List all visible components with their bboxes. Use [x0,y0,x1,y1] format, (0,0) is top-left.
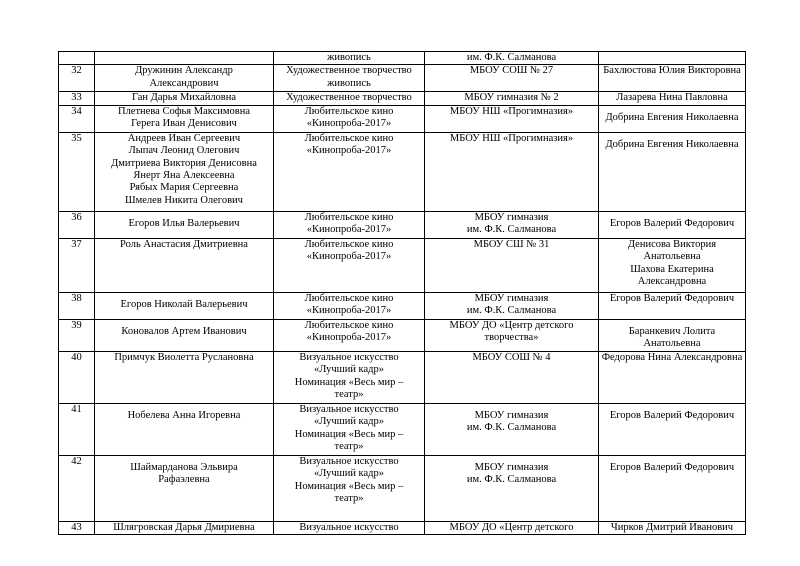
teacher-cell [599,238,746,292]
participant-line: Герега Иван Денисович [131,118,237,130]
table-row [59,319,746,351]
category-cell [274,65,425,92]
category-line: театр» [334,389,364,401]
participant-line: Рябых Мария Сергеевна [129,182,239,194]
row-number-cell: 32 [59,65,95,92]
teacher-cell [599,351,746,403]
table-row [59,52,746,65]
school-line: творчества» [484,332,539,344]
participant-cell [95,238,274,292]
table-body [59,52,746,535]
teacher-cell [599,52,746,65]
table-row [59,65,746,92]
teacher-cell [599,455,746,521]
school-cell [425,238,599,292]
category-cell [274,52,425,65]
participant-cell [95,319,274,351]
school-cell [425,211,599,238]
school-cell [425,92,599,105]
participant-cell [95,351,274,403]
participant-line: Нобелева Анна Игоревна [127,410,241,421]
teacher-line: Егоров Валерий Федорович [609,410,735,421]
table-row [59,521,746,534]
school-line: МБОУ СШ № 31 [473,238,550,250]
category-line: театр» [334,493,364,505]
teacher-line: Александровна [637,276,707,288]
school-line: МБОУ ДО «Центр детского [449,319,574,331]
school-line: МБОУ гимназия № 2 [464,92,559,104]
row-number-cell: 42 [59,455,95,521]
category-cell [274,292,425,319]
category-cell [274,92,425,105]
teacher-line: Шахова Екатерина [630,263,714,275]
teacher-cell [599,319,746,351]
category-line: театр» [334,441,364,453]
category-line: Номинация «Весь мир – [294,428,404,440]
category-line: «Кинопроба-2017» [306,332,392,344]
participant-cell [95,52,274,65]
row-number-cell: 35 [59,132,95,211]
school-line: им. Ф.К. Салманова [466,224,557,236]
school-line: МБОУ гимназия [474,410,549,421]
table-row [59,92,746,105]
school-cell [425,292,599,319]
teacher-line: Анатольевна [643,338,701,350]
school-line: МБОУ гимназия [474,462,549,473]
participant-cell [95,292,274,319]
participant-line: Рафаэлевна [158,474,210,486]
school-line: МБОУ гимназия [474,211,549,223]
category-line: «Кинопроба-2017» [306,305,392,317]
row-number-cell: 40 [59,351,95,403]
school-line: МБОУ СОШ № 4 [472,351,551,363]
teacher-line: Добрина Евгения Николаевна [605,112,739,123]
school-cell [425,52,599,65]
category-cell [274,351,425,403]
school-cell [425,319,599,351]
table-row [59,455,746,521]
teacher-line: Бахлюстова Юлия Викторовна [603,65,741,77]
category-line: живопись [327,77,371,89]
school-cell [425,455,599,521]
school-line: МБОУ гимназия [474,292,549,304]
participant-cell [95,455,274,521]
category-cell [274,238,425,292]
category-line: «Лучший кадр» [313,364,385,376]
category-line: Любительское кино [304,238,394,250]
teacher-line: Егоров Валерий Федорович [609,292,735,304]
category-line: Любительское кино [304,105,394,117]
table-row [59,351,746,403]
row-number-cell: 34 [59,105,95,132]
participant-line: Дмитриева Виктория Денисовна [111,157,257,169]
teacher-cell [599,65,746,92]
category-line: живопись [327,52,371,63]
category-line: «Кинопроба-2017» [306,224,392,236]
school-line: им. Ф.К. Салманова [466,305,557,317]
participant-cell [95,92,274,105]
school-line: МБОУ НШ «Прогимназия» [449,132,574,144]
participant-cell [95,65,274,92]
teacher-cell [599,211,746,238]
school-cell [425,521,599,534]
category-line: «Кинопроба-2017» [306,251,392,263]
participant-line: Янерт Яна Алексеевна [133,170,235,182]
category-line: Любительское кино [304,132,394,144]
school-line: им. Ф.К. Салманова [466,422,557,434]
category-cell [274,132,425,211]
teacher-line: Федорова Нина Александровна [601,351,743,363]
teacher-line: Баранкевич Лолита [628,326,716,337]
school-cell [425,351,599,403]
teacher-line: Егоров Валерий Федорович [609,218,735,229]
row-number-cell: 38 [59,292,95,319]
participant-cell [95,403,274,455]
category-line: Художественное творчество [286,65,412,77]
school-cell [425,132,599,211]
category-line: Любительское кино [304,211,394,223]
row-number-cell [59,52,95,65]
table-row [59,292,746,319]
participant-cell [95,211,274,238]
participant-line: Шаймарданова Эльвира [130,462,238,473]
participant-cell [95,132,274,211]
participant-line: Егоров Николай Валерьевич [120,299,248,310]
row-number-cell: 39 [59,319,95,351]
school-line: МБОУ СОШ № 27 [469,65,554,77]
category-cell [274,105,425,132]
participant-line: Шмелев Никита Олегович [125,194,243,206]
school-cell [425,403,599,455]
table-row [59,238,746,292]
category-line: Любительское кино [304,292,394,304]
table-row [59,105,746,132]
teacher-line: Денисова Виктория [627,238,717,250]
participant-line: Коновалов Артем Иванович [121,326,247,337]
category-line: Художественное творчество [286,92,412,104]
participant-line: Примчук Виолетта Руслановна [114,351,254,363]
table-row [59,403,746,455]
teacher-cell [599,92,746,105]
category-line: Визуальное искусство [299,403,399,415]
category-line: Номинация «Весь мир – [294,376,404,388]
participant-line: Ган Дарья Михайловна [131,92,237,104]
row-number-cell: 43 [59,521,95,534]
school-line: МБОУ НШ «Прогимназия» [449,105,574,117]
school-cell [425,65,599,92]
school-line: им. Ф.К. Салманова [466,52,557,63]
category-cell [274,211,425,238]
row-number-cell: 41 [59,403,95,455]
participant-line: Александрович [149,77,219,89]
category-line: Визуальное искусство [299,521,399,533]
table-row [59,211,746,238]
school-line: МБОУ ДО «Центр детского [449,521,574,533]
teacher-line: Анатольевна [643,251,701,263]
category-cell [274,319,425,351]
participant-line: Андреев Иван Сергеевич [127,132,241,144]
teacher-cell [599,105,746,132]
category-line: Визуальное искусство [299,351,399,363]
teacher-line: Лазарева Нина Павловна [616,92,728,104]
category-line: «Кинопроба-2017» [306,145,392,157]
category-line: «Кинопроба-2017» [306,118,392,130]
school-line: им. Ф.К. Салманова [466,474,557,486]
participant-line: Лыпач Леонид Олегович [128,145,240,157]
category-line: Любительское кино [304,319,394,331]
participant-line: Дружинин Александр [135,65,233,77]
teacher-line: Добрина Евгения Николаевна [605,139,739,150]
participant-cell [95,521,274,534]
category-cell [274,403,425,455]
row-number-cell: 37 [59,238,95,292]
category-line: Визуальное искусство [299,455,399,467]
participant-cell [95,105,274,132]
teacher-cell [599,403,746,455]
category-cell [274,455,425,521]
row-number-cell: 33 [59,92,95,105]
teacher-cell [599,292,746,319]
category-line: «Лучший кадр» [313,468,385,480]
table-row [59,132,746,211]
participant-line: Шлягровская Дарья Дмириевна [113,521,255,533]
participant-line: Плетнева Софья Максимовна [117,105,250,117]
participant-line: Егоров Илья Валерьевич [128,218,240,229]
school-cell [425,105,599,132]
category-line: Номинация «Весь мир – [294,480,404,492]
row-number-cell: 36 [59,211,95,238]
category-cell [274,521,425,534]
teacher-cell [599,521,746,534]
participants-table [58,51,746,535]
teacher-line: Чирков Дмитрий Иванович [610,521,734,533]
category-line: «Лучший кадр» [313,416,385,428]
participant-line: Роль Анастасия Дмитриевна [120,238,248,250]
teacher-cell [599,132,746,211]
teacher-line: Егоров Валерий Федорович [609,462,735,473]
